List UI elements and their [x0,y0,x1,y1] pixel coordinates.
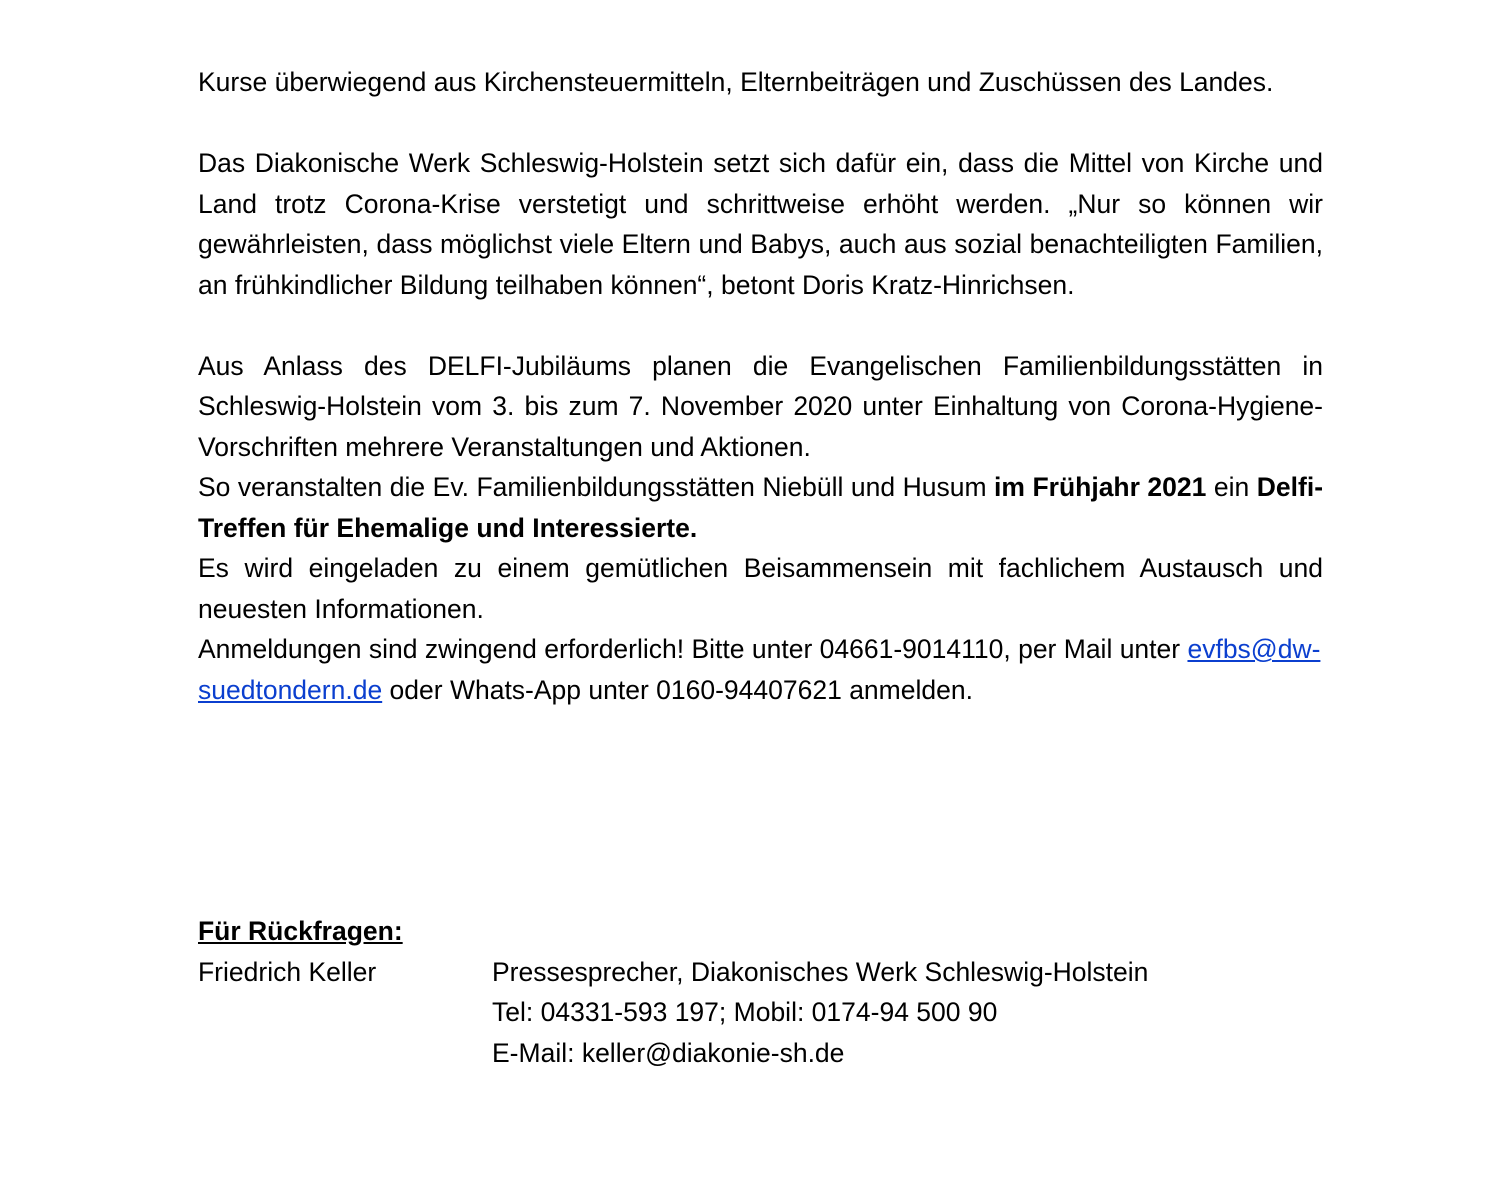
meeting-text-part: ein [1206,472,1257,502]
contact-phone: Tel: 04331-593 197; Mobil: 0174-94 500 90 [492,997,998,1027]
registration-text-part: Anmeldungen sind zwingend erforderlich! Bitte unter 04661-9014110, per Mail unter [198,634,1188,664]
contact-name: Friedrich Keller [198,956,377,987]
registration-email-link[interactable]: evfbs@dw-suedtondern.de [198,634,1321,705]
paragraph-invitation: Es wird eingeladen zu einem gemütlichen Beisammensein mit fachlichem Austausch und neuesten Informationen. [198,553,1323,624]
contact-role: Pressesprecher, Diakonisches Werk Schleswig-Holstein [492,956,1149,987]
contact-heading: Für Rückfragen: [198,916,403,946]
paragraph-funding: Kurse überwiegend aus Kirchensteuermitteln, Elternbeiträgen und Zuschüssen des Landes. [198,67,1274,97]
paragraph-spacer [198,305,1323,346]
contact-row [198,952,1323,993]
paragraph-anniversary-events: Aus Anlass des DELFI-Jubiläums planen die Evangelischen Familienbildungsstätten in Schleswig-Holstein vom 3. bis zum 7. November 2020 unter Einhaltung von Corona-Hygiene-Vorschriften mehrere Veranstaltungen und Aktionen. [198,350,1323,462]
paragraph-delfi-meeting [198,467,1323,548]
meeting-text-part: So veranstalten die Ev. Familienbildungsstätten Niebüll und Husum [198,472,995,502]
paragraph-spacer [198,103,1323,144]
document-body [198,62,1323,710]
contact-block [198,911,1323,1073]
contact-email: E-Mail: keller@diakonie-sh.de [492,1037,845,1068]
meeting-title-bold: Delfi-Treffen für Ehemalige und Interessierte. [198,472,1324,543]
paragraph-registration [198,629,1323,710]
registration-text-part: oder Whats-App unter 0160-94407621 anmelden. [382,674,973,705]
paragraph-diakonie-statement: Das Diakonische Werk Schleswig-Holstein setzt sich dafür ein, dass die Mittel von Kirche und Land trotz Corona-Krise verstetigt und schrittweise erhöht werden. „Nur so können wir gewährleisten, dass möglichst viele Eltern und Babys, auch aus sozial benachteiligten Familien, an frühkindlicher Bildung teilhaben können“, betont Doris Kratz-Hinrichsen. [198,148,1323,300]
meeting-date-bold: im Frühjahr 2021 [994,472,1207,502]
